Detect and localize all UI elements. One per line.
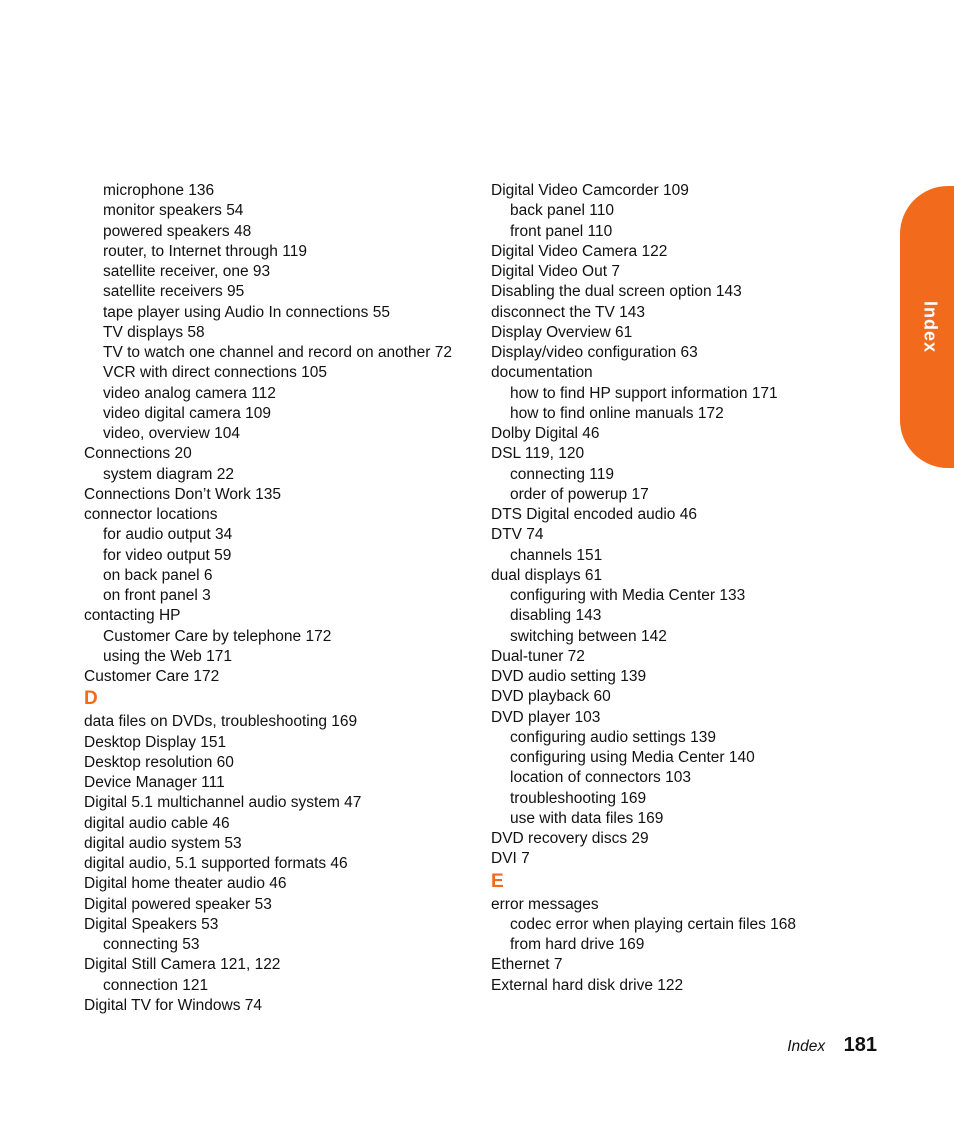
index-subentry: codec error when playing certain files 168 (510, 915, 797, 933)
index-subentry: tape player using Audio In connections 55 (103, 303, 390, 321)
index-entry: digital audio system 53 (84, 834, 242, 852)
index-entry: documentation (491, 364, 593, 382)
index-subentry: microphone 136 (103, 182, 215, 199)
section-letter: D (84, 688, 98, 710)
index-entry: Digital Video Out 7 (491, 263, 620, 280)
index-subentry: use with data files 169 (510, 809, 664, 827)
index-subentry: satellite receiver, one 93 (103, 263, 271, 280)
index-subentry: switching between 142 (510, 627, 667, 645)
index-subentry: Customer Care by telephone 172 (103, 627, 332, 645)
index-entry: Desktop Display 151 (84, 733, 227, 751)
index-entry: Desktop resolution 60 (84, 753, 234, 771)
index-entry: DVD recovery discs 29 (491, 830, 649, 847)
index-entry: Device Manager 111 (84, 774, 225, 791)
index-entry: DVD player 103 (491, 708, 601, 726)
index-subentry: disabling 143 (510, 607, 602, 625)
index-entry: Digital Video Camera 122 (491, 242, 668, 260)
index-entry: Digital 5.1 multichannel audio system 47 (84, 794, 362, 812)
index-entry: External hard disk drive 122 (491, 976, 684, 994)
index-entry: DSL 119, 120 (491, 445, 585, 463)
index-subentry: back panel 110 (510, 202, 614, 220)
index-subentry: video digital camera 109 (103, 404, 272, 422)
index-entry: DTS Digital encoded audio 46 (491, 506, 697, 523)
index-entry: Display/video configuration 63 (491, 344, 698, 361)
index-entry: Digital Still Camera 121, 122 (84, 956, 281, 974)
index-subentry: how to find online manuals 172 (510, 404, 724, 422)
index-entry: Digital Speakers 53 (84, 915, 219, 933)
index-subentry: configuring with Media Center 133 (510, 587, 746, 604)
index-subentry: connecting 53 (103, 936, 200, 953)
index-entry: DVD playback 60 (491, 688, 611, 706)
page-footer (787, 1034, 877, 1057)
index-entry: error messages (491, 895, 599, 913)
index-subentry: VCR with direct connections 105 (103, 364, 328, 382)
index-entry: data files on DVDs, troubleshooting 169 (84, 713, 358, 731)
index-subentry: how to find HP support information 171 (510, 384, 778, 402)
index-entry: Digital powered speaker 53 (84, 895, 272, 913)
index-subentry: channels 151 (510, 546, 603, 564)
index-subentry: router, to Internet through 119 (103, 242, 307, 260)
index-entry: Disabling the dual screen option 143 (491, 283, 742, 301)
index-subentry: connection 121 (103, 976, 209, 994)
index-entry: Dolby Digital 46 (491, 425, 600, 442)
page-number: 181 (843, 1034, 877, 1056)
index-subentry: on back panel 6 (103, 566, 213, 584)
index-entry: DVI 7 (491, 850, 530, 868)
index-subentry: TV to watch one channel and record on another 72 (103, 344, 452, 361)
index-subentry: system diagram 22 (103, 465, 234, 483)
index-entry: Connections Don’t Work 135 (84, 485, 282, 503)
index-subentry: video analog camera 112 (103, 384, 276, 402)
footer-section-label: Index (787, 1038, 826, 1055)
index-entry: Digital TV for Windows 74 (84, 996, 263, 1014)
index-subentry: for video output 59 (103, 546, 232, 564)
index-column-right (491, 181, 891, 996)
index-entry: Dual-tuner 72 (491, 647, 585, 665)
index-subentry: satellite receivers 95 (103, 283, 245, 301)
index-subentry: TV displays 58 (103, 323, 205, 341)
index-entry: Digital Video Camcorder 109 (491, 182, 689, 199)
index-entry: DVD audio setting 139 (491, 668, 647, 685)
index-subentry: front panel 110 (510, 222, 613, 240)
index-subentry: powered speakers 48 (103, 222, 252, 240)
index-column-left (84, 181, 474, 1016)
index-subentry: configuring using Media Center 140 (510, 749, 755, 766)
index-entry: Digital home theater audio 46 (84, 875, 287, 893)
index-subentry: monitor speakers 54 (103, 202, 244, 220)
index-entry: Connections 20 (84, 445, 192, 463)
index-entry: digital audio cable 46 (84, 814, 230, 832)
index-entry: connector locations (84, 506, 218, 523)
index-subentry: troubleshooting 169 (510, 789, 647, 807)
index-entry: Customer Care 172 (84, 668, 220, 685)
index-subentry: configuring audio settings 139 (510, 728, 716, 746)
index-entry: Ethernet 7 (491, 956, 563, 974)
index-subentry: connecting 119 (510, 465, 614, 483)
index-entry: contacting HP (84, 607, 181, 625)
index-entry: DTV 74 (491, 526, 544, 544)
index-entry: dual displays 61 (491, 566, 603, 584)
index-subentry: location of connectors 103 (510, 769, 691, 787)
index-side-tab-label: Index (920, 300, 941, 354)
index-entry: Display Overview 61 (491, 323, 633, 341)
index-subentry: using the Web 171 (103, 647, 232, 665)
section-letter: E (491, 870, 504, 892)
index-entry: disconnect the TV 143 (491, 303, 645, 321)
index-subentry: video, overview 104 (103, 425, 240, 442)
index-subentry: on front panel 3 (103, 587, 211, 604)
index-subentry: for audio output 34 (103, 526, 233, 544)
index-entry: digital audio, 5.1 supported formats 46 (84, 855, 348, 872)
index-subentry: from hard drive 169 (510, 936, 645, 953)
index-subentry: order of powerup 17 (510, 485, 649, 503)
